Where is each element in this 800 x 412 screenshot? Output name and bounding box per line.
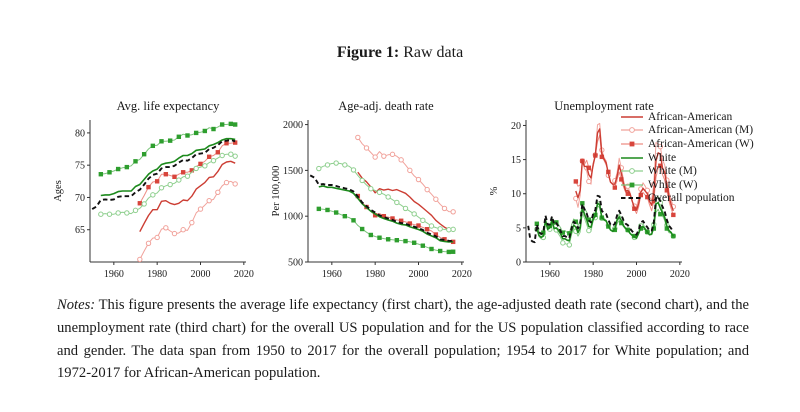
marker — [343, 163, 347, 167]
marker — [125, 211, 129, 215]
legend-item-overall-population — [620, 192, 790, 206]
marker — [181, 228, 185, 232]
marker — [198, 162, 202, 166]
legend-item-african-american — [620, 110, 790, 124]
marker — [207, 155, 211, 159]
series-aa — [358, 172, 453, 230]
marker — [233, 154, 237, 158]
y-tick-label: 80 — [75, 128, 85, 140]
legend-label: African-American (M) — [648, 124, 754, 137]
legend-label: Overall population — [648, 192, 735, 205]
x-tick-label: 1980 — [365, 269, 386, 280]
legend-item-african-american-m — [620, 124, 790, 138]
marker — [442, 206, 446, 210]
x-tick-label: 1960 — [103, 269, 124, 280]
marker — [229, 122, 233, 126]
marker — [194, 131, 198, 135]
legend-item-african-american-w — [620, 137, 790, 151]
y-axis-label: Ages — [53, 180, 64, 202]
legend-marker-african-american-m — [620, 124, 644, 136]
marker — [107, 170, 111, 174]
figure-notes — [57, 294, 749, 385]
marker — [325, 208, 329, 212]
marker — [155, 179, 159, 183]
x-tick-label: 2000 — [626, 269, 647, 280]
marker — [369, 187, 373, 191]
marker — [181, 170, 185, 174]
marker — [425, 187, 429, 191]
x-tick-label: 2020 — [233, 269, 254, 280]
marker — [386, 237, 390, 241]
legend-glyph — [630, 182, 635, 187]
marker — [403, 206, 407, 210]
marker — [168, 182, 172, 186]
marker — [133, 208, 137, 212]
series-aa_m — [358, 137, 453, 211]
legend-label: African-American — [648, 110, 733, 123]
y-tick-label: 1000 — [283, 211, 303, 223]
marker — [164, 226, 168, 230]
figure-label: Figure 1: — [336, 44, 400, 61]
notes-label: Notes: — [57, 297, 96, 313]
figure-caption: Raw data — [403, 44, 464, 61]
marker — [421, 218, 425, 222]
marker — [224, 180, 228, 184]
legend-marker-white-m — [620, 165, 644, 177]
x-tick-label: 2020 — [669, 269, 690, 280]
legend-glyph — [630, 142, 635, 147]
marker — [587, 179, 591, 183]
marker — [146, 241, 150, 245]
marker — [142, 152, 146, 156]
marker — [613, 185, 617, 189]
marker — [138, 257, 142, 261]
marker — [325, 163, 329, 167]
notes-text: This figure presents the average life expectancy (first chart), the age-adjusted death rate (second chart), and the unemployment rate (third chart) for the overall US population and for the US population classified according to race and gender. The data span from 1950 to 2017 for the overall population; 1954 to 2017 for White population; and 1972-2017 for African-American population. — [57, 297, 749, 382]
marker — [146, 185, 150, 189]
y-axis-label: Per 100,000 — [271, 165, 282, 217]
marker — [185, 174, 189, 178]
marker — [107, 212, 111, 216]
legend-marker-white-w — [620, 179, 644, 191]
marker — [451, 210, 455, 214]
marker — [317, 166, 321, 170]
y-tick-label: 70 — [75, 192, 85, 204]
chart-title: Unemployment rate — [554, 99, 654, 113]
marker — [421, 243, 425, 247]
marker — [395, 238, 399, 242]
marker — [438, 227, 442, 231]
legend-label: White — [648, 151, 677, 164]
marker — [447, 228, 451, 232]
marker — [587, 228, 591, 232]
chart-canvas-death-rate — [268, 96, 473, 291]
marker — [138, 201, 142, 205]
x-tick-label: 1960 — [539, 269, 560, 280]
marker — [233, 122, 237, 126]
marker — [233, 182, 237, 186]
marker — [356, 135, 360, 139]
legend-marker-african-american-w — [620, 138, 644, 150]
figure-title — [0, 44, 800, 62]
y-tick-label: 75 — [75, 160, 85, 172]
marker — [399, 158, 403, 162]
marker — [164, 172, 168, 176]
chart-age-adj-death-rate — [268, 96, 473, 291]
marker — [155, 235, 159, 239]
legend-label: African-American (W) — [648, 137, 754, 150]
marker — [351, 218, 355, 222]
y-tick-label: 20 — [511, 120, 521, 132]
marker — [151, 193, 155, 197]
marker — [142, 202, 146, 206]
marker — [151, 144, 155, 148]
marker — [211, 158, 215, 162]
y-tick-label: 15 — [511, 155, 521, 167]
y-tick-label: 65 — [75, 225, 85, 237]
marker — [220, 153, 224, 157]
marker — [438, 249, 442, 253]
y-tick-label: 2000 — [283, 120, 303, 132]
marker — [377, 190, 381, 194]
x-tick-label: 2000 — [408, 269, 429, 280]
legend-glyph — [630, 128, 635, 133]
y-tick-label: 10 — [511, 189, 521, 201]
legend-label: White (M) — [648, 165, 697, 178]
marker — [390, 152, 394, 156]
x-tick-label: 1960 — [321, 269, 342, 280]
chart-legend — [620, 110, 790, 205]
marker — [125, 165, 129, 169]
marker — [203, 129, 207, 133]
marker — [351, 168, 355, 172]
marker — [116, 167, 120, 171]
marker — [99, 172, 103, 176]
marker — [412, 241, 416, 245]
marker — [177, 178, 181, 182]
marker — [434, 197, 438, 201]
marker — [99, 212, 103, 216]
marker — [216, 150, 220, 154]
chart-title: Age-adj. death rate — [338, 99, 434, 113]
chart-title: Avg. life expectancy — [116, 99, 220, 113]
y-tick-label: 0 — [516, 257, 521, 269]
y-tick-label: 5 — [516, 223, 521, 235]
marker — [671, 213, 675, 217]
marker — [172, 231, 176, 235]
marker — [567, 243, 571, 247]
marker — [429, 224, 433, 228]
marker — [168, 138, 172, 142]
marker — [194, 166, 198, 170]
marker — [220, 122, 224, 126]
marker — [317, 207, 321, 211]
marker — [451, 227, 455, 231]
legend-glyph — [630, 169, 635, 174]
marker — [229, 152, 233, 156]
marker — [447, 250, 451, 254]
marker — [185, 133, 189, 137]
chart-avg-life-expectancy — [50, 96, 255, 291]
marker — [561, 241, 565, 245]
marker — [334, 210, 338, 214]
legend-marker-african-american — [620, 111, 644, 123]
marker — [416, 177, 420, 181]
x-tick-label: 2020 — [451, 269, 472, 280]
marker — [360, 178, 364, 182]
marker — [159, 139, 163, 143]
marker — [190, 220, 194, 224]
y-axis-label: % — [489, 186, 500, 196]
marker — [133, 159, 137, 163]
chart-canvas-life-expectancy — [50, 96, 255, 291]
marker — [172, 175, 176, 179]
legend-marker-white — [620, 152, 644, 164]
marker — [403, 239, 407, 243]
marker — [159, 186, 163, 190]
legend-item-white-w — [620, 178, 790, 192]
marker — [412, 212, 416, 216]
marker — [395, 200, 399, 204]
marker — [451, 250, 455, 254]
marker — [343, 214, 347, 218]
marker — [334, 161, 338, 165]
marker — [574, 179, 578, 183]
marker — [207, 198, 211, 202]
x-tick-label: 2000 — [190, 269, 211, 280]
y-tick-label: 500 — [288, 257, 303, 269]
x-tick-label: 1980 — [147, 269, 168, 280]
marker — [116, 211, 120, 215]
marker — [408, 168, 412, 172]
marker — [386, 195, 390, 199]
marker — [382, 154, 386, 158]
marker — [369, 233, 373, 237]
marker — [373, 155, 377, 159]
x-tick-label: 1980 — [583, 269, 604, 280]
marker — [211, 127, 215, 131]
marker — [364, 146, 368, 150]
marker — [425, 227, 429, 231]
marker — [177, 135, 181, 139]
legend-marker-overall-population — [620, 192, 644, 204]
marker — [203, 164, 207, 168]
y-tick-label: 1500 — [283, 165, 303, 177]
marker — [429, 247, 433, 251]
marker — [360, 227, 364, 231]
legend-label: White (W) — [648, 178, 698, 191]
marker — [198, 207, 202, 211]
legend-item-white-m — [620, 164, 790, 178]
legend-item-white — [620, 151, 790, 165]
marker — [216, 190, 220, 194]
marker — [377, 236, 381, 240]
